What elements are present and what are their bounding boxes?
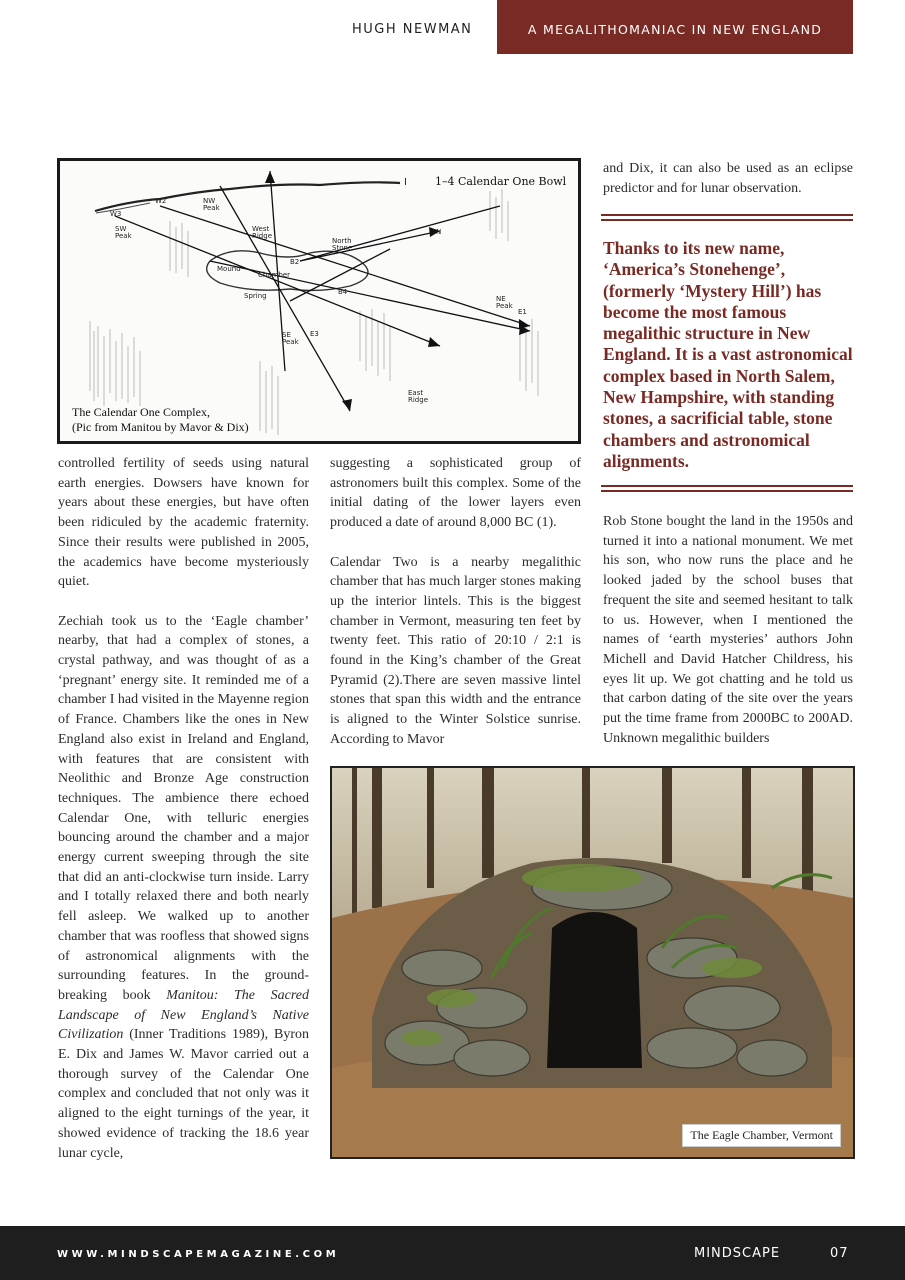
svg-text:Peak: Peak <box>115 232 132 240</box>
svg-text:Stone: Stone <box>332 244 353 252</box>
photo-caption: The Eagle Chamber, Vermont <box>682 1124 841 1147</box>
svg-text:E1: E1 <box>518 308 527 316</box>
svg-text:Ridge: Ridge <box>252 232 273 240</box>
pull-quote-rule-top <box>601 214 853 221</box>
svg-text:Peak: Peak <box>496 302 513 310</box>
col2-paragraph-1: suggesting a sophisticated group of astronomers built this complex. Some of the initial dating of the lower layers even produced a date of around 8,000 BC (1). <box>330 456 581 531</box>
svg-text:B4: B4 <box>338 288 348 296</box>
svg-text:SE: SE <box>282 331 291 339</box>
svg-text:NE: NE <box>496 295 506 303</box>
col1-p2-text-b: (Inner Traditions 1989), Byron E. Dix and James W. Mavor carried out a thorough survey of the Calendar One complex and concluded that not only was it aligned to the eight turnings of the year, it showed evidence of tracking the 18.6 year lunar cycle, <box>58 1027 309 1161</box>
diagram-title: 1–4 Calendar One Bowl <box>435 175 567 188</box>
svg-text:Peak: Peak <box>282 338 299 346</box>
svg-text:W2: W2 <box>155 197 167 205</box>
svg-text:Peak: Peak <box>203 204 220 212</box>
article-column-1 <box>58 454 309 1163</box>
svg-text:B2: B2 <box>290 258 300 266</box>
col2-paragraph-2: Calendar Two is a nearby megalithic chamber that has much larger stones making up the interior lintels. This is the biggest chamber in Vermont, measuring ten feet by twenty feet. This ratio of 20:10 / 2:1 is found in the King’s chamber of the Great Pyramid (2).There are seven massive lintel stones that span this width and the entrance is aligned to the Winter Solstice sunrise. According to Mavor <box>330 554 581 747</box>
header-author: HUGH NEWMAN <box>352 22 473 37</box>
header-title-band <box>497 0 853 54</box>
svg-text:North: North <box>332 237 352 245</box>
col1-p2-text-a: Zechiah took us to the ‘Eagle chamber’ nearby, that had a complex of stones, a crystal pathway, and was thought of as a ‘pregnant’ energy site. It reminded me of a chamber I had visited in the Mayenne region of France. Chambers like the ones in New England also exist in Ireland and England, with features that are consistent with Neolithic and Bronze Age construction techniques. The ambience there echoed Calendar One, with telluric energies bouncing around the chamber and a major energy current sweeping through the site that did an anti-clockwise turn inside. Larry and I totally relaxed there and both nearly fell asleep. We walked up to another chamber that was roofless that showed signs of astronomical alignments with the surrounding features. In the ground-breaking book <box>58 613 309 1003</box>
svg-text:W3: W3 <box>110 210 122 218</box>
eagle-chamber-photo <box>330 766 855 1159</box>
svg-text:Spring: Spring <box>244 292 267 300</box>
diagram-caption <box>72 405 249 435</box>
footer-bar <box>0 1226 905 1280</box>
book-title: Manitou: The Sacred Landscape of New England’s Native Civilization <box>58 987 309 1043</box>
article-column-3-top <box>603 159 853 198</box>
svg-text:East: East <box>408 389 424 397</box>
footer-website-link[interactable]: WWW.MINDSCAPEMAGAZINE.COM <box>57 1249 340 1260</box>
diagram-caption-line1: The Calendar One Complex, <box>72 405 210 419</box>
svg-text:Mound: Mound <box>217 265 241 273</box>
col1-paragraph-1: controlled fertility of seeds using natural earth energies. Dowsers have known for years about these energies, but have often been ridiculed by the academic fraternity. Since their results were published in 2005, the academics have become mysteriously quiet. <box>58 456 309 590</box>
svg-text:E3: E3 <box>310 330 319 338</box>
diagram-caption-line2: (Pic from Manitou by Mavor & Dix) <box>72 420 249 434</box>
calendar-one-diagram <box>57 158 581 444</box>
diagram-drawing <box>60 161 578 441</box>
article-column-2 <box>330 454 581 750</box>
svg-text:NW: NW <box>203 197 216 205</box>
footer-magazine-name: MINDSCAPE <box>694 1246 781 1261</box>
col3-paragraph-2: Rob Stone bought the land in the 1950s and turned it into a national monument. We met his son, who now runs the place and he looked jaded by the school buses that frequent the site and seemed hesitant to talk to us. However, when I mentioned the names of ‘earth mysteries’ authors John Michell and David Hatcher Childress, his eyes lit up. We got chatting and he told us that carbon dating of the site over the years put the time frame from 2000BC to 200AD. Unknown megalithic builders <box>603 514 853 746</box>
pull-quote: Thanks to its new name, ‘America’s Stonehenge’, (formerly ‘Mystery Hill’) has become the most famous megalithic structure in New England. It is a vast astronomical complex based in North Salem, New Hampshire, with standing stones, a sacrificial table, stone chambers and astronomical alignments. <box>603 238 853 471</box>
svg-text:I: I <box>404 177 407 188</box>
header-title: A MEGALITHOMANIAC IN NEW ENGLAND <box>527 21 823 37</box>
svg-text:N: N <box>436 228 442 236</box>
pull-quote-rule-bottom <box>601 485 853 492</box>
article-column-3-bottom <box>603 512 853 748</box>
svg-text:SW: SW <box>115 225 127 233</box>
col3-paragraph-1: and Dix, it can also be used as an eclipse predictor and for lunar observation. <box>603 161 853 196</box>
photo-illustration <box>332 768 853 1157</box>
svg-text:Ridge: Ridge <box>408 396 429 404</box>
footer-page-number: 07 <box>830 1246 849 1261</box>
svg-text:Chamber: Chamber <box>258 271 291 279</box>
svg-text:West: West <box>252 225 270 233</box>
col1-paragraph-2 <box>58 612 309 1164</box>
